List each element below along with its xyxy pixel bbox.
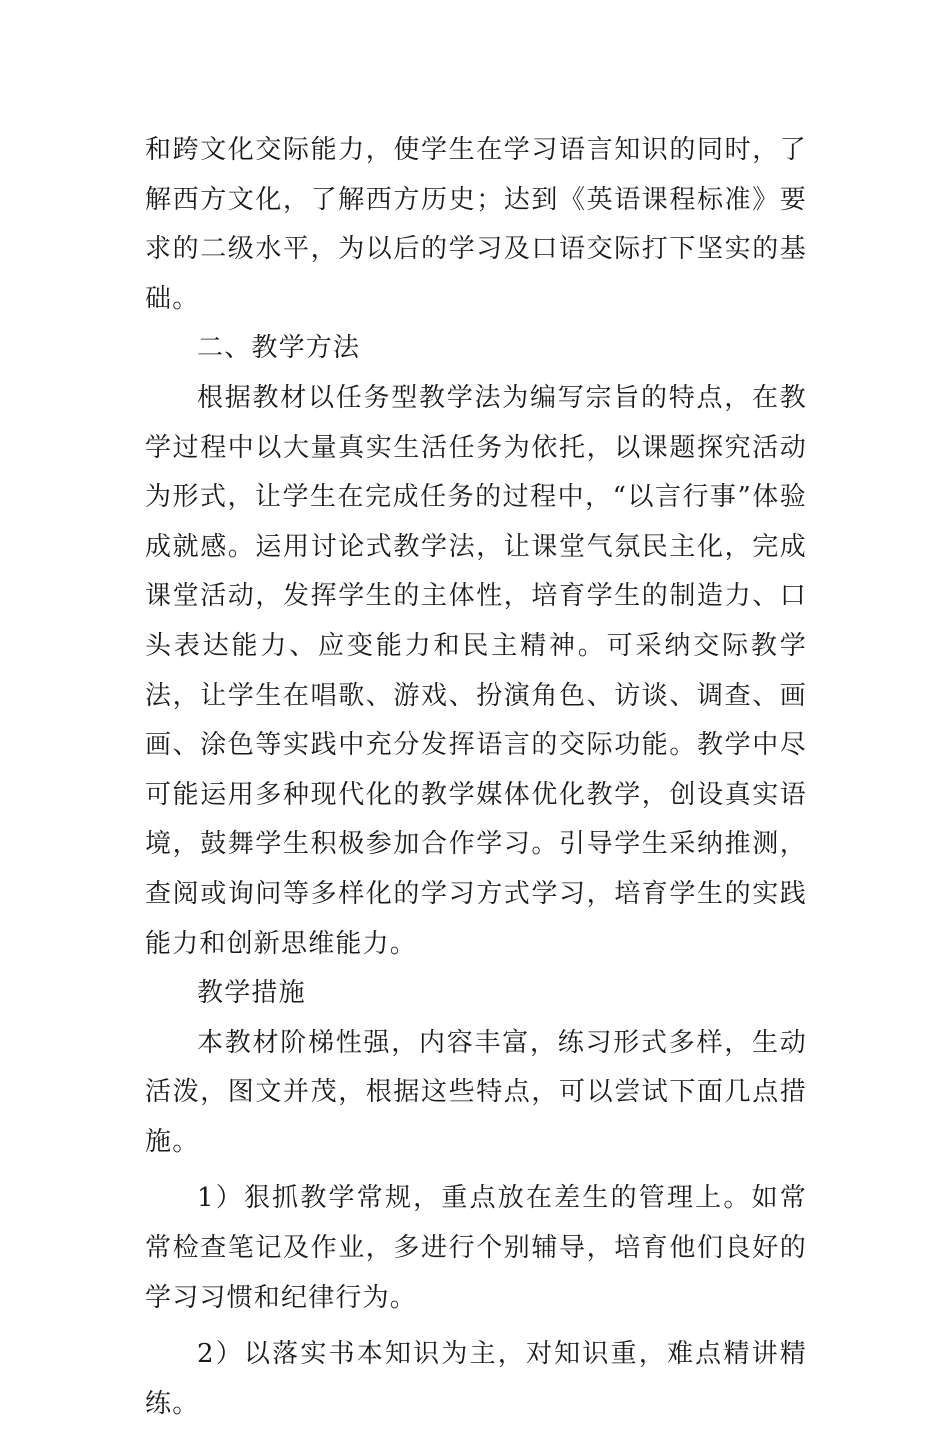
list-item-measure-1: 1）狠抓教学常规，重点放在差生的管理上。如常常检查笔记及作业，多进行个别辅导，培育他们良好的学习习惯和纪律行为。 — [145, 1183, 807, 1313]
paragraph-continuation: 和跨文化交际能力，使学生在学习语言知识的同时，了解西方文化，了解西方历史；达到《英语课程标准》要求的二级水平，为以后的学习及口语交际打下坚实的基础。 — [145, 135, 807, 314]
paragraph-teaching-methods: 根据教材以任务型教学法为编写宗旨的特点，在教学过程中以大量真实生活任务为依托，以课题探究活动为形式，让学生在完成任务的过程中，“以言行事”体验成就感。运用讨论式教学法，让课堂气氛民主化，完成课堂活动，发挥学生的主体性，培育学生的制造力、口头表达能力、应变能力和民主精神。可采纳交际教学法，让学生在唱歌、游戏、扮演角色、访谈、调查、画画、涂色等实践中充分发挥语言的交际功能。教学中尽可能运用多种现代化的教学媒体优化教学，创设真实语境，鼓舞学生积极参加合作学习。引导学生采纳推测，查阅或询问等多样化的学习方式学习，培育学生的实践能力和创新思维能力。 — [145, 382, 807, 959]
section-heading-teaching-measures: 教学措施 — [197, 978, 306, 1009]
list-item-measure-2: 2）以落实书本知识为主，对知识重，难点精讲精练。 — [145, 1339, 807, 1419]
paragraph-measures-intro: 本教材阶梯性强，内容丰富，练习形式多样，生动活泼，图文并茂，根据这些特点，可以尝试下面几点措施。 — [145, 1027, 807, 1157]
document-body — [145, 126, 807, 1429]
section-heading-teaching-methods: 二、教学方法 — [197, 333, 361, 364]
